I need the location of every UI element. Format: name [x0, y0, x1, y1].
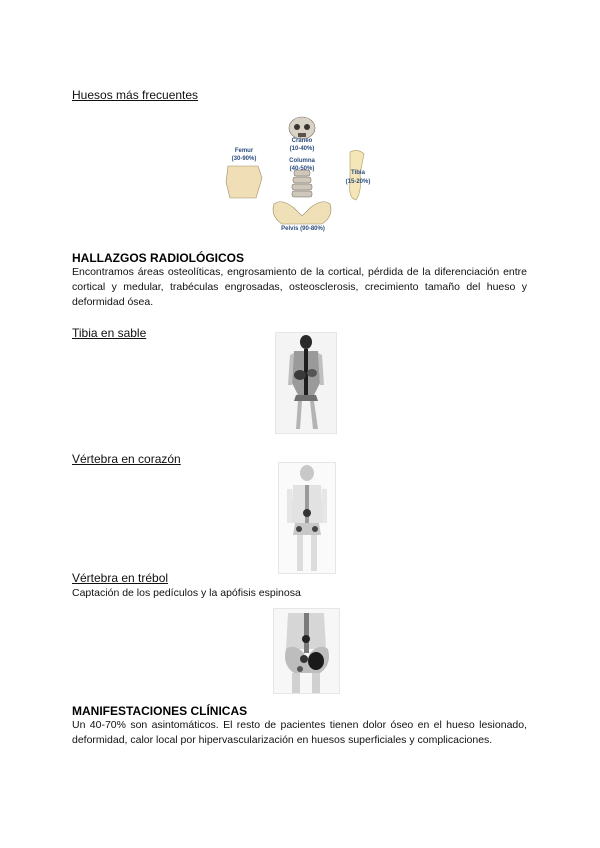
label-tibia: Tibia	[351, 170, 365, 176]
heading-clinical-manifestations: MANIFESTACIONES CLÍNICAS	[72, 704, 248, 718]
heading-frequent-bones: Huesos más frecuentes	[72, 88, 199, 102]
bones-frequency-figure	[222, 112, 382, 238]
label-columna: Columna	[289, 158, 315, 164]
label-columna-pct: (40-50%)	[289, 166, 315, 172]
heading-vertebra-corazon: Vértebra en corazón	[72, 452, 181, 466]
caption-vertebra-trebol: Captación de los pedículos y la apófisis espinosa	[72, 587, 301, 599]
heading-tibia-sable: Tibia en sable	[72, 326, 147, 340]
bone-scan-vertebra-corazon	[278, 462, 336, 574]
label-femur: Femur	[234, 148, 254, 154]
label-craneo: Cráneo	[291, 138, 313, 144]
label-pelvis: Pelvis (90-80%)	[281, 226, 325, 232]
heading-radiological-findings: HALLAZGOS RADIOLÓGICOS	[72, 251, 244, 265]
paragraph-radiological-findings: Encontramos áreas osteolíticas, engrosamiento de la cortical, pérdida de la diferenciación entre cortical y medular, trabéculas engrosadas, osteosclerosis, crecimiento tamaño del hueso y deformidad ósea.	[72, 266, 527, 308]
paragraph-clinical-manifestations: Un 40-70% son asintomáticos. El resto de pacientes tienen dolor óseo en el hueso lesionado, deformidad, calor local por hipervascularización en huesos superficiales y complicaciones.	[72, 719, 527, 746]
bone-scan-vertebra-trebol	[273, 608, 340, 694]
label-craneo-pct: (10-40%)	[289, 146, 315, 152]
heading-vertebra-trebol: Vértebra en trébol	[72, 571, 169, 585]
bone-scan-tibia-sable	[275, 332, 337, 434]
label-tibia-pct: (15-20%)	[345, 179, 371, 185]
label-femur-pct: (30-90%)	[231, 156, 257, 162]
